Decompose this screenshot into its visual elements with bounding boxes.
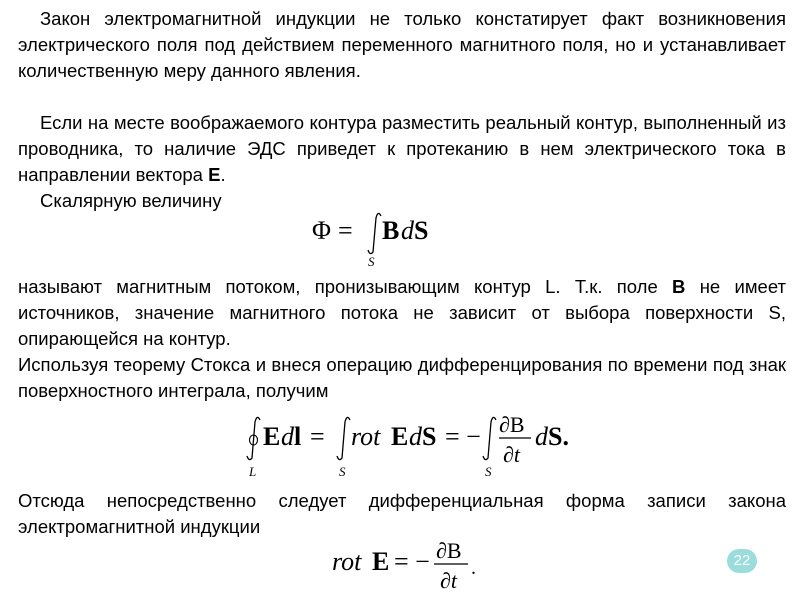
paragraph-real-contour-end: .	[220, 164, 226, 185]
stokes-fraction-numerator: ∂B	[499, 412, 525, 437]
stokes-mid-d: d	[409, 422, 422, 451]
rot-e-rot: rot	[332, 547, 362, 576]
contour-integral-sign	[247, 417, 260, 459]
stokes-limit-l: L	[249, 464, 257, 479]
stokes-mid-s: S	[422, 422, 437, 451]
paragraph-flux-definition-text: называют магнитным потоком, пронизывающим контур L. Т.к. поле	[18, 276, 673, 297]
rot-e-vector-e: E	[372, 547, 390, 576]
paragraph-intro	[18, 6, 786, 84]
stokes-equals-1: =	[310, 422, 325, 451]
paragraph-scalar-text: Скалярную величину	[40, 190, 222, 211]
vector-e-symbol: E	[208, 164, 221, 185]
flux-differential-d: d	[401, 216, 414, 245]
paragraph-stokes	[18, 352, 786, 404]
slide-number-badge	[727, 549, 757, 573]
stokes-fraction-denominator: ∂t	[503, 442, 520, 467]
stokes-limit-s1: S	[339, 464, 346, 479]
stokes-lhs-e: E	[263, 422, 281, 451]
stokes-mid-e: E	[391, 422, 409, 451]
slide-number-text: 22	[733, 552, 751, 569]
flux-phi-symbol: Φ	[312, 216, 332, 245]
stokes-equals-minus: = −	[445, 422, 481, 451]
flux-vector-s: S	[414, 216, 429, 245]
surface-integral-sign	[337, 417, 350, 459]
paragraph-conclusion-text: Отсюда непосредственно следует дифференциальная форма записи закона электромагнитной индукции	[18, 490, 786, 537]
paragraph-stokes-text: Используя теорему Стокса и внеся операцию дифференцирования по времени под знак поверхностного интеграла, получим	[18, 354, 786, 401]
stokes-tail-s: S.	[548, 422, 569, 451]
formula-magnetic-flux	[310, 208, 450, 270]
rot-e-fraction-numerator: ∂B	[436, 538, 462, 563]
stokes-lhs-d: d	[281, 422, 294, 451]
paragraph-flux-definition-text-2: не имеет источников, значение магнитного потока не зависит от выбора поверхности S, опирающейся на контур.	[18, 276, 786, 349]
stokes-lhs-l: l	[294, 422, 302, 451]
surface-integral-sign-2	[483, 417, 496, 459]
rot-e-period: .	[471, 557, 476, 579]
flux-vector-b: B	[382, 216, 400, 245]
vector-b-symbol: B	[672, 276, 686, 297]
stokes-rot: rot	[351, 422, 381, 451]
formula-stokes	[245, 410, 585, 482]
flux-integral-sign	[368, 213, 381, 253]
flux-equals-sign: =	[338, 216, 353, 245]
paragraph-real-contour-text: Если на месте воображаемого контура разместить реальный контур, выполненный из проводника, то наличие ЭДС приведет к протеканию в нем электрического тока в направлении вектора	[18, 112, 786, 185]
paragraph-intro-text: Закон электромагнитной индукции не только констатирует факт возникновения электрического поля под действием переменного магнитного поля, но и устанавливает количественную меру данного явления.	[18, 8, 786, 81]
formula-rot-e	[330, 536, 490, 596]
stokes-limit-s2: S	[485, 464, 492, 479]
stokes-tail-d: d	[535, 422, 548, 451]
rot-e-fraction-denominator: ∂t	[440, 568, 457, 593]
rot-e-equals-minus: = −	[394, 547, 430, 576]
paragraph-real-contour	[18, 110, 786, 188]
paragraph-flux-definition	[18, 274, 786, 352]
flux-integral-limit: S	[368, 254, 375, 269]
paragraph-conclusion	[18, 488, 786, 540]
